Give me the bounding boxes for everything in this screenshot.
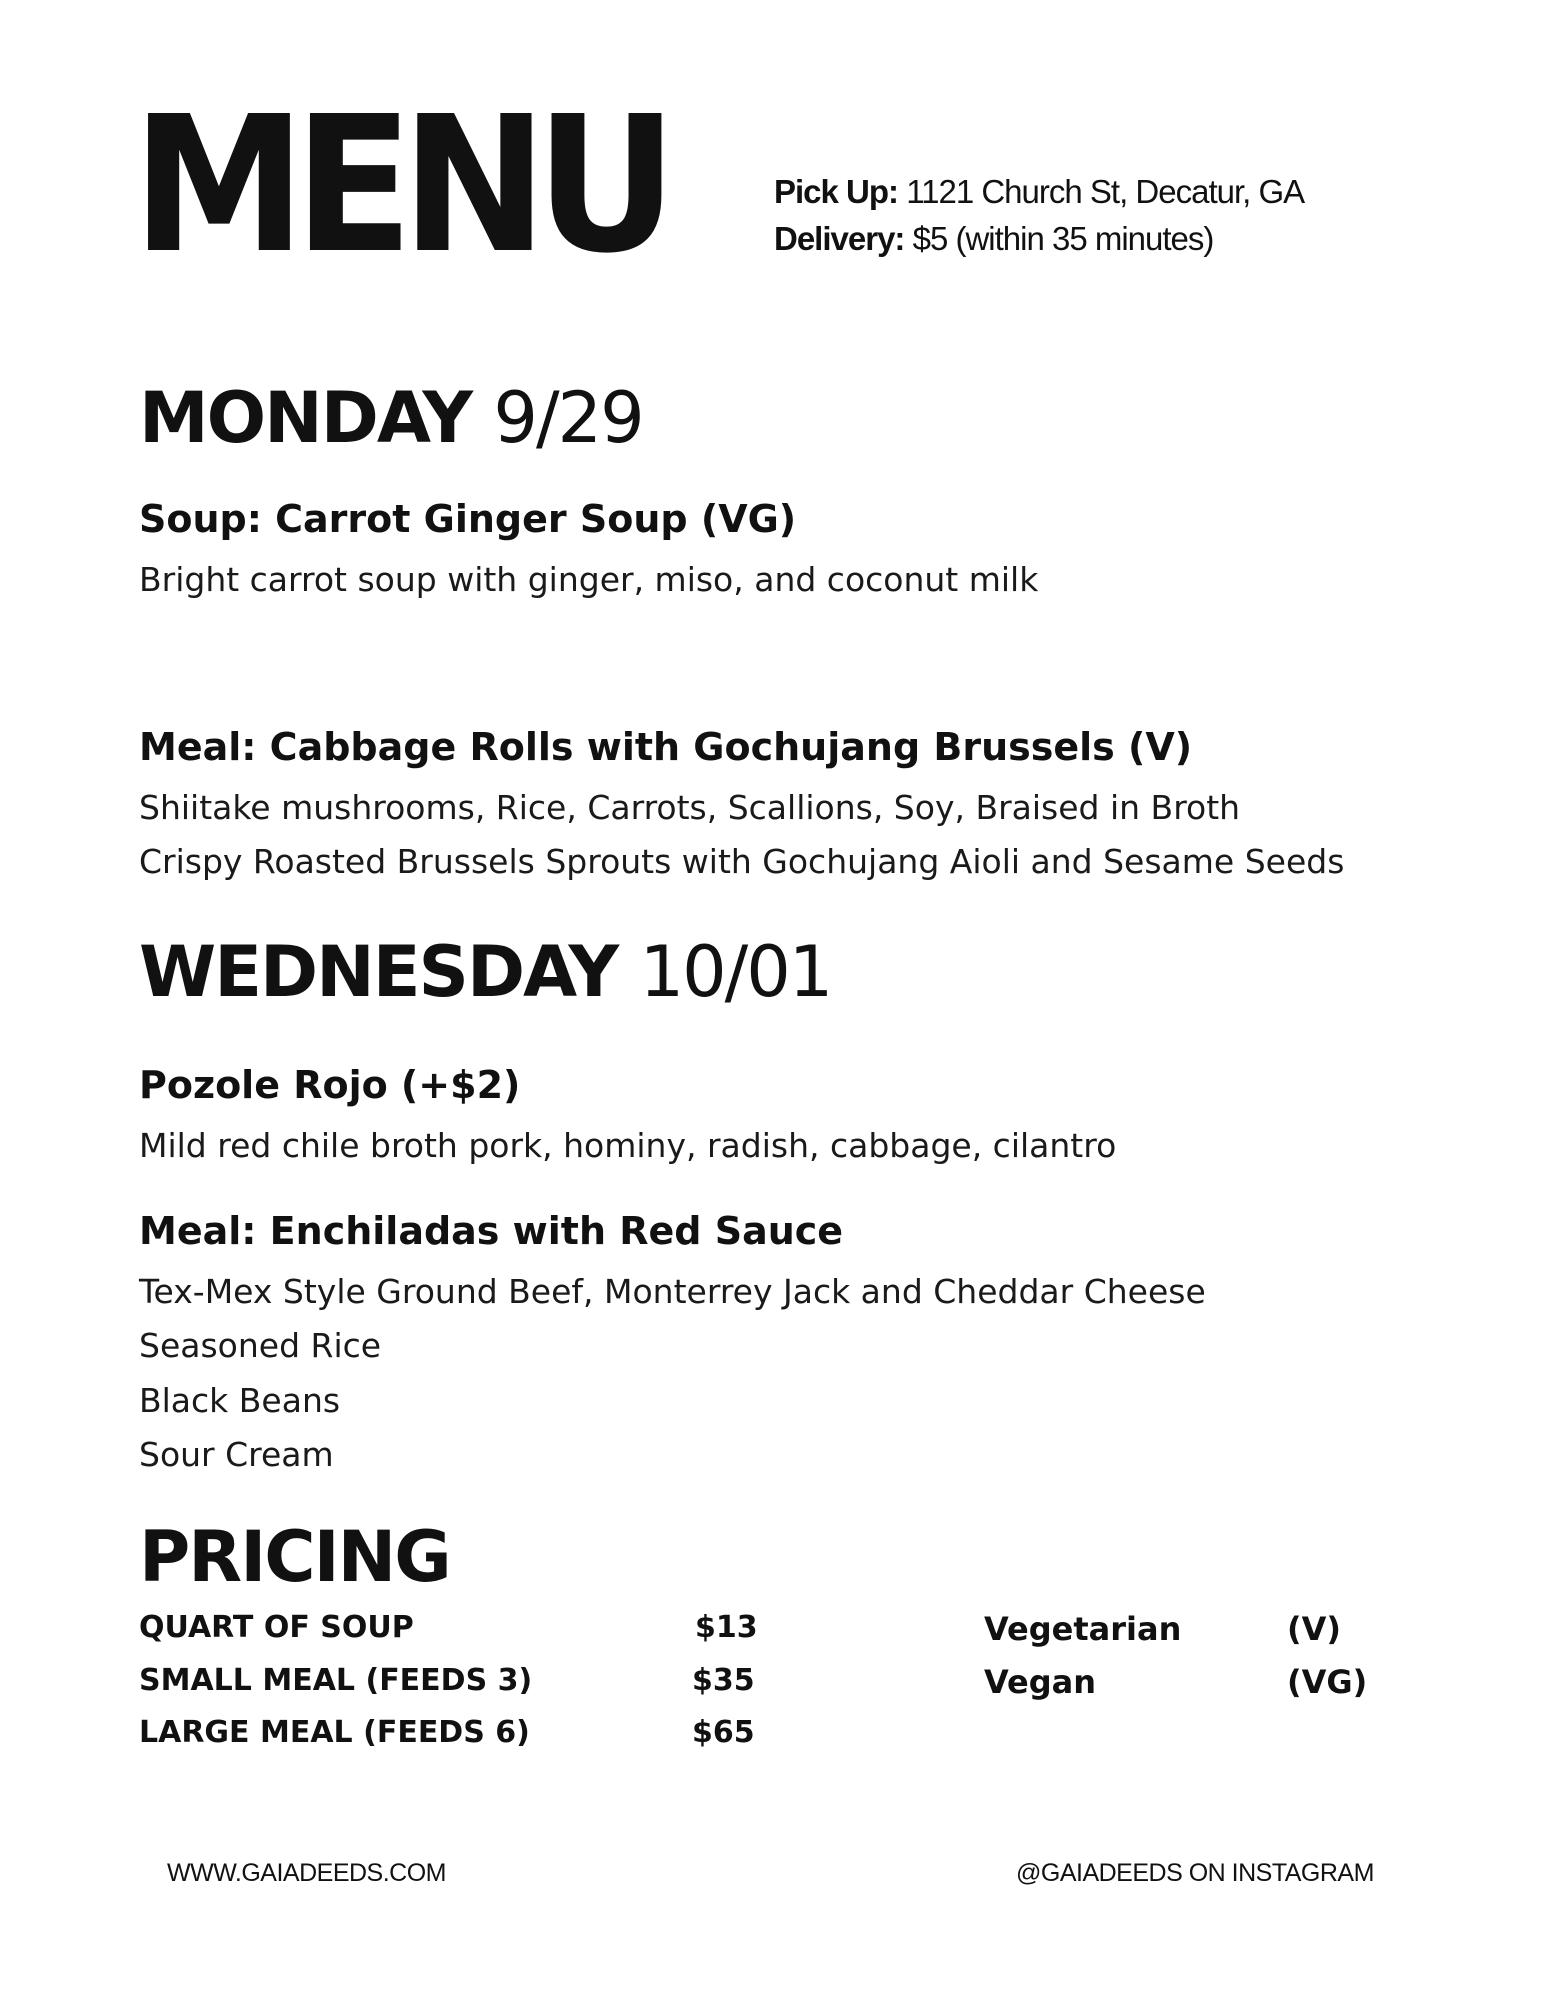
instagram-handle[interactable]: @GAIADEEDS ON INSTAGRAM <box>1016 1859 1374 1887</box>
day-date: 9/29 <box>493 377 643 459</box>
pricing-item: SMALL MEAL (FEEDS 3) <box>139 1663 533 1698</box>
day-date: 10/01 <box>639 931 832 1013</box>
dish-description: Sour Cream <box>139 1435 334 1474</box>
delivery-details: $5 (within 35 minutes) <box>904 220 1214 257</box>
dish-description: Bright carrot soup with ginger, miso, and coconut milk <box>139 560 1039 599</box>
legend-label-vegan: Vegan <box>984 1663 1096 1701</box>
dish-description: Black Beans <box>139 1381 341 1420</box>
delivery-info <box>774 222 1213 255</box>
dish-description: Mild red chile broth pork, hominy, radish, cabbage, cilantro <box>139 1126 1117 1165</box>
pricing-heading: PRICING <box>139 1516 450 1598</box>
dish-description: Crispy Roasted Brussels Sprouts with Gochujang Aioli and Sesame Seeds <box>139 842 1345 881</box>
dish-description: Tex-Mex Style Ground Beef, Monterrey Jack and Cheddar Cheese <box>139 1272 1206 1311</box>
pricing-price: $65 <box>692 1715 755 1750</box>
day-heading-monday <box>139 377 643 459</box>
dish-description: Shiitake mushrooms, Rice, Carrots, Scallions, Soy, Braised in Broth <box>139 788 1241 827</box>
legend-code-vegetarian: (V) <box>1287 1610 1342 1648</box>
dish-name: Meal: Enchiladas with Red Sauce <box>139 1209 844 1253</box>
delivery-label: Delivery: <box>774 220 905 257</box>
legend-code-vegan: (VG) <box>1287 1663 1368 1701</box>
legend-label-vegetarian: Vegetarian <box>984 1610 1182 1648</box>
pricing-price: $35 <box>692 1663 755 1698</box>
pickup-label: Pick Up: <box>774 173 899 210</box>
day-name: MONDAY <box>139 377 472 459</box>
menu-title: MENU <box>132 76 666 295</box>
pricing-price: $13 <box>695 1610 758 1645</box>
dish-name: Pozole Rojo (+$2) <box>139 1063 521 1107</box>
pickup-address: 1121 Church St, Decatur, GA <box>898 173 1305 210</box>
pricing-item: QUART OF SOUP <box>139 1610 414 1645</box>
dish-description: Seasoned Rice <box>139 1326 382 1365</box>
website-link[interactable]: WWW.GAIADEEDS.COM <box>167 1859 446 1887</box>
pickup-info <box>774 175 1304 208</box>
dish-name: Soup: Carrot Ginger Soup (VG) <box>139 497 797 541</box>
day-name: WEDNESDAY <box>139 931 618 1013</box>
pricing-item: LARGE MEAL (FEEDS 6) <box>139 1715 530 1750</box>
dish-name: Meal: Cabbage Rolls with Gochujang Brussels (V) <box>139 725 1193 769</box>
day-heading-wednesday <box>139 931 832 1013</box>
